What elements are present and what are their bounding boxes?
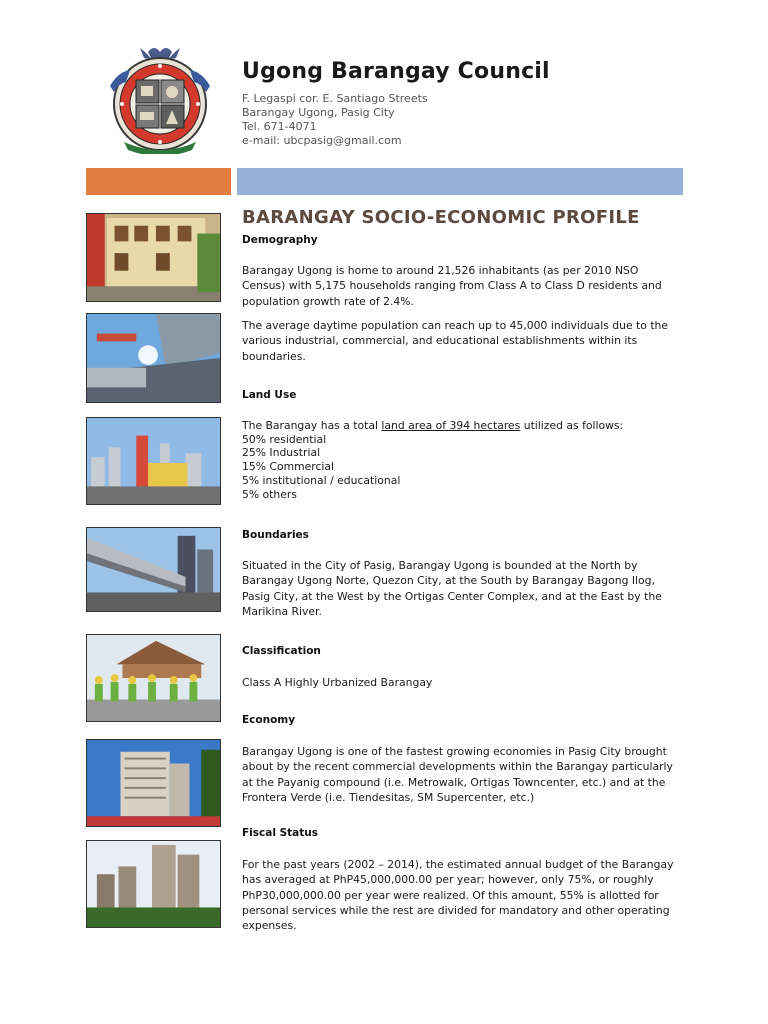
land-use-item: 5% others [242,487,297,501]
economy-paragraph: Barangay Ugong is one of the fastest growing economies in Pasig City brought about by the recent commercial developments within the Barangay particularly at the Payanig compound (i.e. Metrowalk, Ortigas Towncenter, etc.) and at the Frontera Verde (i.e. Tiendesitas, SM Supercenter, etc.) [242,745,673,804]
fiscal-status-paragraph: For the past years (2002 – 2014), the estimated annual budget of the Barangay has averaged at PhP45,000,000.00 per year; however, only 75%, or roughly PhP30,000,000.00 per year were realized. Of this amount, 55% is allotted for personal services while the rest are divided for mandatory and other operating expenses. [242,858,674,933]
header-band-blue [237,168,683,195]
page-heading: BARANGAY SOCIO-ECONOMIC PROFILE [242,207,640,228]
boundaries-paragraph: Situated in the City of Pasig, Barangay Ugong is bounded at the North by Barangay Ugong Norte, Quezon City, at the South by Barangay Bagong Ilog, Pasig City, at the West by the Ortigas Center Complex, and at the East by the Marikina River. [242,559,662,618]
flyover-road-photo [86,313,221,403]
section-title-demography: Demography [242,234,318,246]
land-use-item: 5% institutional / educational [242,473,401,487]
skyway-buildings-photo [86,527,221,612]
demography-paragraph-1: Barangay Ugong is home to around 21,526 inhabitants (as per 2010 NSO Census) with 5,175 households ranging from Class A to Class D residents and population growth rate of 2.4%. [242,264,662,308]
land-use-block [242,419,674,501]
land-use-intro-text: The Barangay has a total [242,419,382,432]
land-use-item: 15% Commercial [242,460,335,474]
section-title-boundaries: Boundaries [242,529,309,541]
address-line-2: Barangay Ugong, Pasig City [242,106,395,119]
telephone: Tel. 671-4071 [242,120,317,133]
contact-block [242,92,428,148]
commercial-area-photo [86,417,221,505]
barangay-hall-photo [86,213,221,302]
land-use-intro-suffix: utilized as follows: [520,419,624,432]
land-use-item: 25% Industrial [242,446,321,460]
email-address[interactable]: e-mail: ubcpasig@gmail.com [242,134,402,147]
festival-dancers-photo [86,634,221,722]
section-title-economy: Economy [242,714,296,726]
land-area-link[interactable]: land area of 394 hectares [381,419,521,432]
highrise-building-photo [86,739,221,827]
address-line-1: F. Legaspi cor. E. Santiago Streets [242,92,428,105]
land-use-intro [242,419,674,433]
header-band-orange [86,168,231,195]
city-towers-photo [86,840,221,928]
organization-name: Ugong Barangay Council [242,59,550,84]
section-title-land-use: Land Use [242,389,297,401]
section-title-fiscal-status: Fiscal Status [242,827,318,839]
classification-text: Class A Highly Urbanized Barangay [242,676,433,689]
land-use-item: 50% residential [242,432,327,446]
section-title-classification: Classification [242,645,321,657]
barangay-seal-logo [104,42,216,154]
demography-paragraph-2: The average daytime population can reach up to 45,000 individuals due to the various industrial, commercial, and educational establishments within its boundaries. [242,319,669,363]
